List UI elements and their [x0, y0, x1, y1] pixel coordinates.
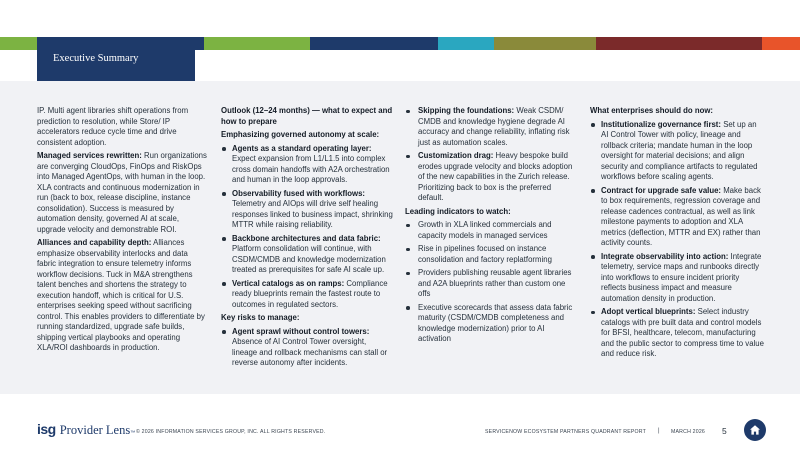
outlook-subheading: Emphasizing governed autonomy at scale:	[221, 130, 380, 139]
column-4	[590, 106, 765, 363]
paragraph-text: Run organizations are converging CloudOps, FinOps and RiskOps into Managed AgentOps, with human in the loop. XLA contracts and continuous modernization in run (back to box, release discipline, instance consolidation). Success is measured by automation density, governed AI at scale, upgrade velocity and demonstrable ROI.	[37, 151, 207, 234]
list-item: Rise in pipelines focused on instance consolidation and factory replatforming	[405, 244, 575, 265]
list-item: Vertical catalogs as on ramps: Compliance ready blueprints remain the fastest route to outcomes in regulated sectors.	[221, 279, 393, 311]
section-tab-label: Executive Summary	[53, 53, 139, 64]
outlook-heading: Outlook (12–24 months) — what to expect and how to prepare	[221, 106, 393, 126]
page-number: 5	[722, 426, 727, 436]
actions-list	[590, 120, 765, 360]
list-item: Skipping the foundations: Weak CSDM/ CMDB and knowledge hygiene degrade AI accuracy and change reliability, inflating risk just as automation scales.	[405, 106, 575, 148]
paragraph-title: Alliances and capability depth:	[37, 238, 152, 247]
column-3	[405, 106, 575, 348]
isg-provider-lens-logo	[37, 421, 135, 438]
home-button[interactable]	[744, 419, 766, 441]
color-segment	[204, 37, 310, 50]
list-item: Backbone architectures and data fabric: Platform consolidation will continue, with CSDM/CMDB and knowledge modernization treated as prerequisites for safe AI scale up.	[221, 234, 393, 276]
indicators-list	[405, 220, 575, 345]
paragraph-text: Alliances emphasize observability interlocks and data fabric integration to ensure telemetry informs workflow decisions. Tuck in M&A strengthens talent benches and shortens the strategy to execution handoff, which is critical for U.S. enterprises seeking speed without sacrificing control. This enables providers to differentiate by running standardized, upgrade safe builds, shipping vertical playbooks and operating XLA/ROI dashboards in production.	[37, 238, 205, 352]
column-2	[221, 106, 393, 372]
color-segment	[762, 37, 800, 50]
report-title: SERVICENOW ECOSYSTEM PARTNERS QUADRANT REPORT	[485, 429, 646, 435]
copyright-text: © 2026 INFORMATION SERVICES GROUP, INC. ALL RIGHTS RESERVED.	[136, 429, 326, 435]
list-item: Observability fused with workflows: Telemetry and AIOps will drive self healing responses linked to business impact, shrinking MTTR while raising reliability.	[221, 189, 393, 231]
paragraph	[37, 151, 207, 235]
logo-text: Provider Lens	[59, 423, 131, 437]
risks-list-continued	[405, 106, 575, 204]
list-item: Customization drag: Heavy bespoke build erodes upgrade velocity and blocks adoption of the new capabilities in the Zurich release. Prioritizing back to box is the preferred default.	[405, 151, 575, 204]
list-item: Agents as a standard operating layer: Expect expansion from L1/L1.5 into complex cross domain handoffs with A2A orchestration and human in the loop approvals.	[221, 144, 393, 186]
list-item: Providers publishing reusable agent libraries and A2A blueprints rather than custom one offs	[405, 268, 575, 300]
list-item: Executive scorecards that assess data fabric maturity (CSDM/CMDB completeness and knowledge modernization) prior to AI activation	[405, 303, 575, 345]
section-tab	[37, 37, 195, 81]
logo-mark: isg	[37, 421, 56, 437]
column-1	[37, 106, 207, 357]
list-item: Agent sprawl without control towers: Absence of AI Control Tower oversight, lineage and rollback mechanisms can stall or reverse autonomy after incidents.	[221, 327, 393, 369]
indicators-heading: Leading indicators to watch:	[405, 206, 511, 216]
risks-heading: Key risks to manage:	[221, 313, 300, 322]
paragraph	[37, 238, 207, 354]
home-icon	[749, 424, 761, 436]
paragraph: IP. Multi agent libraries shift operations from prediction to resolution, while Store/ IP accelerators reduce cycle time and drive consistent adoption.	[37, 106, 189, 147]
color-segment	[438, 37, 494, 50]
list-item: Integrate observability into action: Integrate telemetry, service maps and runbooks directly into workflows to ensure incident priority reflects business impact and measure automation density in production.	[590, 252, 765, 305]
list-item: Growth in XLA linked commercials and capacity models in managed services	[405, 220, 575, 241]
color-segment	[494, 37, 596, 50]
trademark: ™	[130, 430, 136, 436]
list-item: Adopt vertical blueprints: Select industry catalogs with pre built data and control models for BFSI, healthcare, telecom, manufacturing and the public sector to compress time to value and reduce risk.	[590, 307, 765, 360]
footer-separator: |	[658, 428, 660, 434]
list-item: Institutionalize governance first: Set up an AI Control Tower with policy, lineage and rollback criteria; mandate human in the loop oversight for material decisions; and align security and compliance artifacts to regulated workflows before scaling agents.	[590, 120, 765, 183]
list-item: Contract for upgrade safe value: Make back to box requirements, regression coverage and release cadences contractual, as well as link milestone payments to adoption and XLA metrics (deflection, MTTR and EX) rather than activity counts.	[590, 186, 765, 249]
color-segment	[596, 37, 762, 50]
paragraph-title: Managed services rewritten:	[37, 151, 142, 160]
outlook-list	[221, 144, 393, 311]
report-date: MARCH 2026	[671, 429, 706, 435]
color-segment	[310, 37, 438, 50]
actions-heading: What enterprises should do now:	[590, 106, 714, 115]
risks-list	[221, 327, 393, 369]
